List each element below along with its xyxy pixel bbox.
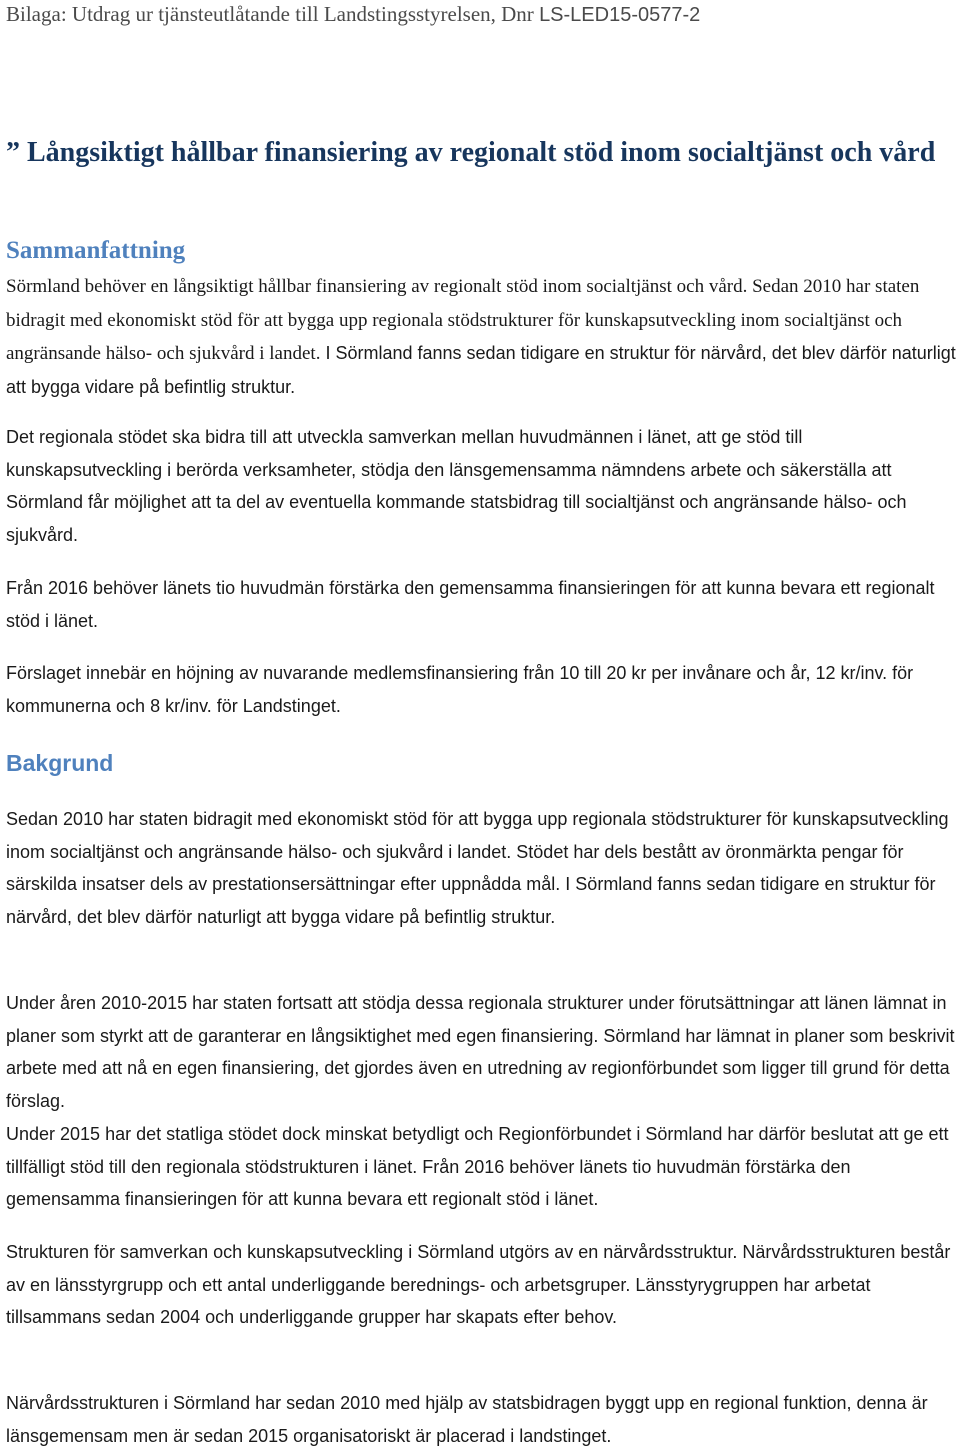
background-paragraph-2a: Under åren 2010-2015 har staten fortsatt att stödja dessa regionala strukturer under förutsättningar att länen lämnat in planer som styrkt att de garanterar en långsiktighet med egen finansiering. Sörmland har lämnat in planer som beskrivit arbete med att nå en egen finansiering, det gjordes även en utredning av regionförbundet som ligger till grund för detta förslag.	[6, 993, 955, 1111]
document-title	[6, 133, 951, 172]
header-text: Bilaga: Utdrag ur tjänsteutlåtande till Landstingsstyrelsen, Dnr	[6, 2, 540, 26]
summary-paragraph-4: Förslaget innebär en höjning av nuvarande medlemsfinansiering från 10 till 20 kr per invånare och år, 12 kr/inv. för kommunerna och 8 kr/inv. för Landstinget.	[6, 663, 914, 716]
summary-intro-paragraph	[6, 270, 956, 403]
title-text: Långsiktigt hållbar finansiering av regionalt stöd inom socialtjänst och vård	[20, 137, 936, 168]
summary-paragraph-2: Det regionala stödet ska bidra till att utveckla samverkan mellan huvudmännen i länet, att ge stöd till kunskapsutveckling i berörda verksamheter, stödja den länsgemensamma nämndens arbete och säkerställa att Sörmland får möjlighet att ta del av eventuella kommande statsbidrag till socialtjänst och angränsande hälso- och sjukvård.	[6, 427, 907, 545]
summary-paragraph-3: Från 2016 behöver länets tio huvudmän förstärka den gemensamma finansieringen för att kunna bevara ett regionalt stöd i länet.	[6, 578, 935, 631]
title-quote-mark: ”	[6, 137, 20, 168]
summary-intro-sans: I Sörmland fanns sedan tidigare en struktur för närvård, det blev därför naturligt att bygga vidare på befintlig struktur.	[6, 343, 956, 397]
background-paragraph-4: Närvårdsstrukturen i Sörmland har sedan 2010 med hjälp av statsbidragen byggt upp en regional funktion, denna är länsgemensam men är sedan 2015 organisatoriskt är placerad i landstinget.	[6, 1393, 928, 1446]
heading-bakgrund: Bakgrund	[6, 750, 114, 776]
header-dnr: LS-LED15-0577-2	[539, 4, 701, 26]
background-paragraph-3: Strukturen för samverkan och kunskapsutveckling i Sörmland utgörs av en närvårdsstruktur. Närvårdsstrukturen består av en länsstyrgrupp och ett antal underliggande berednings- och arbetsgruper. Länsstyrygruppen har arbetat tillsammans sedan 2004 och underliggande grupper har skapats efter behov.	[6, 1242, 951, 1327]
background-paragraph-1: Sedan 2010 har staten bidragit med ekonomiskt stöd för att bygga upp regionala stödstrukturer för kunskapsutveckling inom socialtjänst och angränsande hälso- och sjukvård i landet. Stödet har dels bestått av öronmärkta pengar för särskilda insatser dels av prestationsersättningar efter uppnådda mål. I Sörmland fanns sedan tidigare en struktur för närvård, det blev därför naturligt att bygga vidare på befintlig struktur.	[6, 809, 949, 927]
heading-sammanfattning: Sammanfattning	[6, 237, 186, 264]
background-paragraph-2b: Under 2015 har det statliga stödet dock minskat betydligt och Regionförbundet i Sörmland har därför beslutat att ge ett tillfälligt stöd till den regionala stödstrukturen i länet. Från 2016 behöver länets tio huvudmän förstärka den gemensamma finansieringen för att kunna bevara ett regionalt stöd i länet.	[6, 1124, 949, 1209]
summary-intro-serif: Sörmland behöver en långsiktigt hållbar finansiering av regionalt stöd inom socialtjänst och vård. Sedan 2010 har staten bidragit med ekonomiskt stöd för att bygga upp regionala stödstrukturer för kunskapsutveckling inom socialtjänst och angränsande hälso- och sjukvård i landet.	[6, 276, 920, 364]
document-header	[6, 2, 700, 27]
